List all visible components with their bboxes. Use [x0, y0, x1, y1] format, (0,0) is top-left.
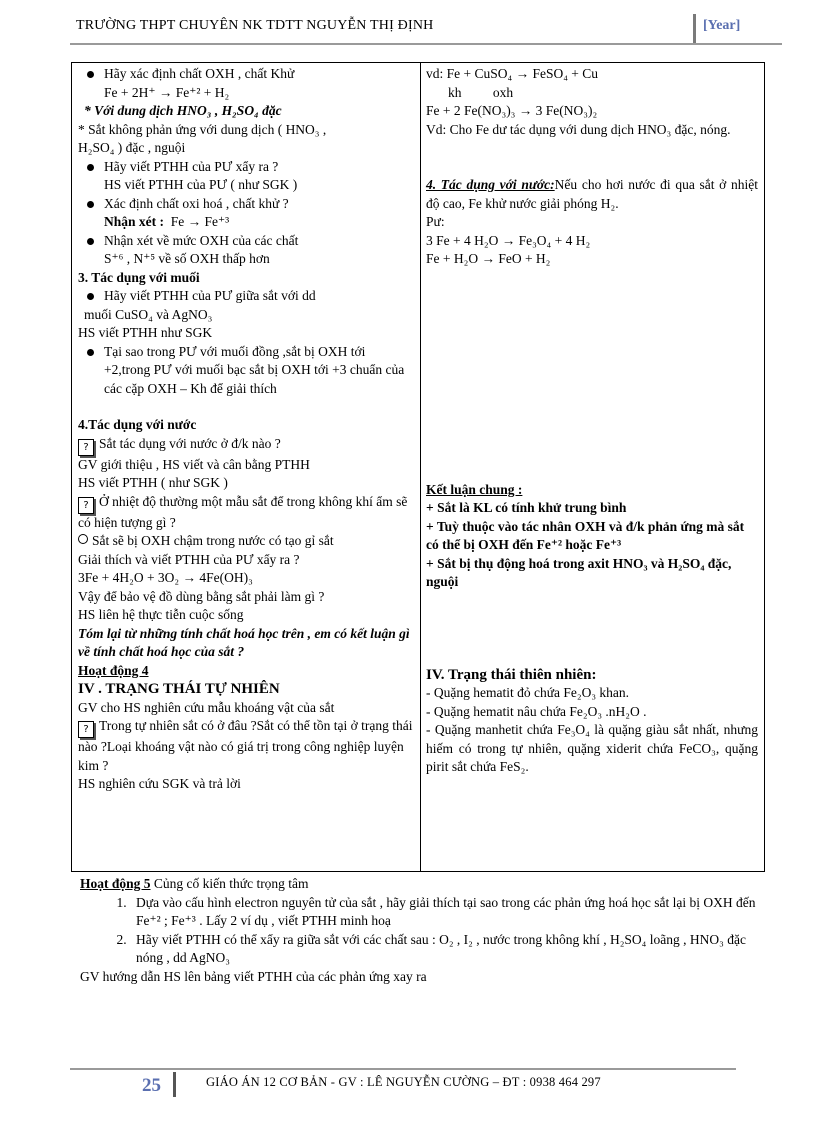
- subheading: * Với dung dịch HNO₃ , H₂SO₄ đặc: [84, 103, 282, 118]
- list-item: 2. Hãy viết PTHH có thể xẩy ra giữa sắt với các chất sau : O₂ , I₂ , nước trong không khí , H₂SO₄ loãng , HNO₃ đặc nóng , dd AgNO₃: [130, 931, 770, 968]
- equation-line: 3Fe + 4H₂O + 3O₂ → 4Fe(OH)₃: [78, 570, 253, 585]
- question-paragraph: ? Trong tự nhiên sắt có ở đâu ?Sắt có thể tồn tại ở trạng thái nào ?Loại khoáng vật nào có giá trị trong công nghiệp luyện kim ?: [78, 718, 413, 773]
- conclusion-heading: Kết luận chung :: [426, 481, 523, 497]
- question-line: ? Sắt tác dụng với nước ở đ/k nào ?: [78, 435, 414, 456]
- circle-bullet-icon: [78, 534, 88, 544]
- spacer: [78, 398, 414, 416]
- text-line: Pư:: [426, 214, 445, 229]
- conclusion-paragraph: + Tuỳ thuộc vào tác nhân OXH và đ/k phản ứng mà sắt có thể bị OXH đến Fe⁺² hoặc Fe⁺³: [426, 518, 745, 552]
- conclusion-line: + Sắt là KL có tính khử trung bình: [426, 500, 627, 515]
- text-line: [78, 213, 414, 232]
- summary-question: Tóm lại từ những tính chất hoá học trên , em có kết luận gì về tính chất hoá học của sắt ?: [78, 625, 410, 659]
- ore-paragraph: - Quặng manhetit chứa Fe₃O₄ là quặng giàu sắt nhất, nhưng hiếm có trong tự nhiên, quặng xiderit chứa FeCO₃, quặng pirit sắt chứa FeS₂.: [426, 722, 758, 774]
- spacer: [426, 592, 758, 666]
- column-divider: [420, 63, 421, 871]
- text-line: GV giới thiệu , HS viết và cân bằng PTHH: [78, 456, 310, 472]
- question-box-icon: ?: [78, 439, 94, 456]
- text-line: HS viết PTHH của PƯ ( như SGK ): [104, 177, 298, 192]
- footer-divider: [173, 1072, 176, 1097]
- bullet-line: Hãy viết PTHH của PƯ giữa sắt với dd: [78, 287, 414, 306]
- section-heading: 4. Tác dụng với nước:: [426, 177, 555, 192]
- list-item: 1. Dựa vào cấu hình electron nguyên tử của sắt , hãy giải thích tại sao trong các phản ứng hoá học sắt lại bị OXH đến Fe⁺² ; Fe⁺³ . Lấy 2 ví dụ , viết PTHH minh hoạ: [130, 894, 770, 931]
- section-heading: IV. Trạng thái thiên nhiên:: [426, 666, 597, 683]
- equation-line: Fe + 2 Fe(NO₃)₃ → 3 Fe(NO₃)₂: [426, 103, 598, 118]
- header-rule: [70, 43, 782, 45]
- lesson-content-column: [426, 65, 758, 777]
- activity-5-section: [80, 875, 770, 986]
- header-school-name: TRƯỜNG THPT CHUYÊN NK TDTT NGUYỄN THỊ ĐỊNH: [76, 18, 434, 33]
- bullet-line: Nhận xét về mức OXH của các chất: [78, 232, 414, 251]
- text-line: * Sắt không phản ứng với dung dịch ( HNO₃ ,: [78, 121, 327, 137]
- spacer: [426, 139, 758, 176]
- question-box-icon: ?: [78, 497, 94, 514]
- lesson-table: [71, 62, 765, 872]
- ore-line: - Quặng hematit đỏ chứa Fe₂O₃ khan.: [426, 685, 630, 700]
- section-heading: IV . TRẠNG THÁI TỰ NHIÊN: [78, 681, 280, 697]
- text-line: Giải thích và viết PTHH của PƯ xẩy ra ?: [78, 551, 300, 567]
- footer-rule: [70, 1068, 736, 1070]
- remark-label: Nhận xét :: [104, 214, 164, 229]
- text-line: H₂SO₄ ) đặc , nguội: [78, 140, 186, 155]
- text-line: HS viết PTHH ( như SGK ): [78, 475, 228, 490]
- bullet-line: Hãy viết PTHH của PƯ xẩy ra ?: [78, 158, 414, 177]
- page-header: [70, 14, 782, 44]
- header-divider: [693, 14, 696, 44]
- example-paragraph: Vd: Cho Fe dư tác dụng với dung dịch HNO₃ đặc, nóng.: [426, 121, 731, 137]
- bullet-line: Hãy xác định chất OXH , chất Khử: [78, 65, 414, 84]
- conclusion-paragraph: + Sắt bị thụ động hoá trong axit HNO₃ và H₂SO₄ đặc, nguội: [426, 555, 732, 589]
- page-number: 25: [142, 1075, 161, 1096]
- text-line: GV hướng dẫn HS lên bảng viết PTHH của các phản ứng xay ra: [80, 968, 427, 984]
- text-line: HS liên hệ thực tiễn cuộc sống: [78, 607, 244, 622]
- circle-line: Sắt sẽ bị OXH chậm trong nước có tạo gỉ sắt: [78, 532, 414, 551]
- equation-line: Fe + 2H⁺ → Fe⁺² + H₂: [104, 84, 230, 100]
- water-reaction-paragraph: 4. Tác dụng với nước:Nếu cho hơi nước đi qua sắt ở nhiệt độ cao, Fe khử nước giải phóng H₂.: [426, 177, 758, 211]
- teacher-student-activity-column: [78, 65, 414, 794]
- section-heading: 4.Tác dụng với nước: [78, 417, 197, 432]
- text-line: S⁺⁶ , N⁺⁵ về số OXH thấp hơn: [104, 251, 270, 266]
- header-year: [Year]: [703, 18, 741, 33]
- equation-line: Fe + H₂O → FeO + H₂: [426, 251, 551, 266]
- activity-heading-line: Hoạt động 5 Củng cố kiến thức trọng tâm: [80, 876, 309, 891]
- text-line: GV cho HS nghiên cứu mẫu khoáng vật của sắt: [78, 699, 335, 715]
- text-line: HS viết PTHH như SGK: [78, 325, 213, 340]
- text-line: Vậy để bảo vệ đồ dùng bằng sắt phải làm gì ?: [78, 588, 325, 604]
- spacer: [426, 269, 758, 481]
- activity-heading: Hoạt động 4: [78, 662, 149, 678]
- equation-text: Fe → Fe⁺³: [170, 214, 230, 229]
- question-list: [80, 894, 770, 968]
- bullet-line: Xác định chất oxi hoá , chất khử ?: [78, 195, 414, 214]
- equation-line: 3 Fe + 4 H₂O → Fe₃O₄ + 4 H₂: [426, 232, 591, 248]
- text-line: HS nghiên cứu SGK và trả lời: [78, 776, 241, 791]
- example-line: vd: Fe + CuSO₄ → FeSO₄ + Cu: [426, 66, 599, 81]
- text-line: muối CuSO₄ và AgNO₃: [84, 306, 213, 322]
- question-box-icon: ?: [78, 721, 94, 738]
- annotation-line: kh oxh: [448, 84, 514, 100]
- footer-text: GIÁO ÁN 12 CƠ BẢN - GV : LÊ NGUYỄN CƯỜNG – ĐT : 0938 464 297: [206, 1075, 601, 1089]
- section-heading: 3. Tác dụng với muối: [78, 269, 200, 285]
- bullet-paragraph: Tại sao trong PƯ với muối đồng ,sắt bị OXH tới +2,trong PƯ với muối bạc sắt bị OXH tới +3 chuẩn của các cặp OXH – Kh để giải thích: [78, 343, 414, 399]
- activity-heading: Hoạt động 5: [80, 876, 151, 891]
- question-paragraph: ? Ở nhiệt độ thường một mẫu sắt để trong không khí ẩm sẽ có hiện tượng gì ?: [78, 493, 408, 530]
- ore-line: - Quặng hematit nâu chứa Fe₂O₃ .nH₂O .: [426, 703, 647, 719]
